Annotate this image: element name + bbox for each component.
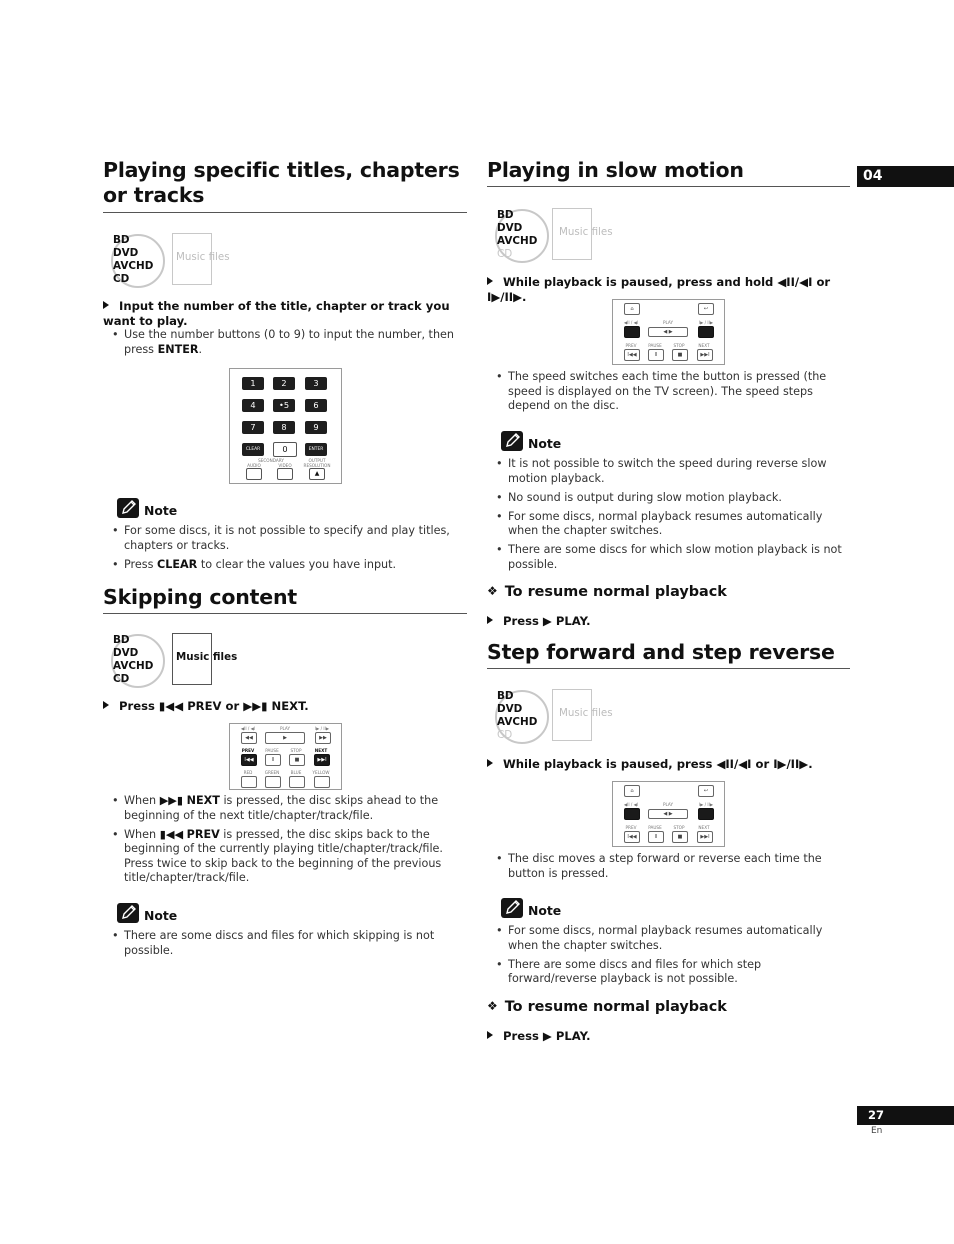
audio-key bbox=[246, 468, 262, 480]
music-files-label: Music files bbox=[176, 251, 230, 263]
play-key: ◀ ▶ bbox=[648, 809, 688, 819]
output-resolution-label: OUTPUT RESOLUTION bbox=[303, 458, 331, 468]
disc-cd-label: CD bbox=[497, 729, 513, 741]
play-key: ◀ ▶ bbox=[648, 327, 688, 337]
next-icon: ▶▶▮ bbox=[243, 699, 268, 713]
step-forward-label: I▶ / II▶ bbox=[698, 320, 714, 325]
video-key bbox=[277, 468, 293, 480]
play-label: PLAY bbox=[662, 802, 674, 807]
chapter-tab bbox=[857, 166, 954, 187]
prev-label: PREV bbox=[625, 343, 637, 348]
play-label: PLAY bbox=[662, 320, 674, 325]
step-forward-label: I▶ / II▶ bbox=[314, 726, 330, 731]
pencil-note-icon bbox=[501, 431, 523, 451]
language-code: En bbox=[871, 1126, 883, 1136]
disc-cd-label: CD bbox=[497, 248, 513, 260]
pencil-note-icon bbox=[117, 498, 139, 518]
next-icon: ▶▶▮ bbox=[159, 794, 184, 807]
disc-dvd-label: DVD bbox=[113, 647, 139, 659]
next-label: NEXT bbox=[314, 748, 328, 753]
step-arrow-icon bbox=[103, 701, 109, 709]
list-item: • Use the number buttons (0 to 9) to input the number, then press ENTER. bbox=[112, 328, 467, 357]
section-rule bbox=[487, 186, 850, 187]
secondary-label: SECONDARY bbox=[258, 458, 284, 463]
note-list bbox=[112, 929, 467, 963]
instruction-step: Press ▶ PLAY. bbox=[487, 614, 850, 629]
diamond-icon: ❖ bbox=[487, 584, 498, 598]
pause-label: PAUSE bbox=[648, 343, 662, 348]
fast-forward-key: ▶▶ bbox=[315, 732, 331, 744]
instruction-step: Press ▶ PLAY. bbox=[487, 1029, 850, 1044]
pause-key: II bbox=[648, 349, 664, 361]
pause-label: PAUSE bbox=[648, 825, 662, 830]
key-4: 4 bbox=[242, 399, 264, 412]
section-title-specific: Playing specific titles, chapters or tracks bbox=[103, 158, 460, 207]
key-0: 0 bbox=[273, 442, 297, 457]
green-label: GREEN bbox=[264, 770, 280, 775]
stop-key: ■ bbox=[289, 754, 305, 766]
remote-transport-illustration bbox=[229, 723, 342, 790]
clear-key: CLEAR bbox=[242, 443, 264, 456]
step-forward-icon: I▶/II▶ bbox=[773, 757, 809, 771]
audio-label: AUDIO bbox=[247, 463, 261, 468]
disc-compatibility-icons bbox=[490, 207, 613, 267]
home-key: ⌂ bbox=[624, 303, 640, 315]
prev-key: I◀◀ bbox=[624, 831, 640, 843]
disc-avchd-label: AVCHD bbox=[497, 235, 538, 247]
instruction-step: While playback is paused, press and hold ◀II/◀I or I▶/II▶. bbox=[487, 275, 831, 304]
key-6: 6 bbox=[305, 399, 327, 412]
note-list bbox=[112, 524, 467, 577]
return-key: ↩ bbox=[698, 785, 714, 797]
step-reverse-icon: ◀II/◀I bbox=[716, 757, 752, 771]
step-reverse-label: ◀II / ◀I bbox=[623, 802, 639, 807]
stop-key: ■ bbox=[672, 831, 688, 843]
step-reverse-icon: ◀II/◀I bbox=[777, 275, 813, 289]
stop-key: ■ bbox=[672, 349, 688, 361]
blue-label: BLUE bbox=[290, 770, 302, 775]
bullet-list bbox=[112, 794, 470, 891]
remote-number-pad-illustration bbox=[229, 368, 342, 484]
note-label: Note bbox=[144, 503, 178, 518]
list-item: • When ▮◀◀ PREV is pressed, the disc skips back to the beginning of the currently playing title/chapter/track/file. Press twice to skip back to the beginning of the previous title/chapter/track/file. bbox=[112, 828, 470, 886]
pencil-note-icon bbox=[117, 903, 139, 923]
subheading-resume: ❖ To resume normal playback bbox=[487, 999, 727, 1015]
step-reverse-key bbox=[624, 808, 640, 820]
note-list bbox=[496, 924, 852, 991]
section-title-slow-motion: Playing in slow motion bbox=[487, 158, 744, 182]
next-key: ▶▶I bbox=[697, 831, 713, 843]
next-label: NEXT bbox=[698, 825, 710, 830]
step-forward-icon: I▶/II▶ bbox=[487, 289, 523, 304]
list-item: • The disc moves a step forward or reverse each time the button is pressed. bbox=[496, 852, 852, 881]
disc-compatibility-icons bbox=[106, 632, 238, 692]
key-1: 1 bbox=[242, 377, 264, 390]
key-2: 2 bbox=[273, 377, 295, 390]
play-icon: ▶ bbox=[542, 1029, 552, 1043]
pencil-note-icon bbox=[501, 898, 523, 918]
note-label: Note bbox=[528, 903, 562, 918]
pause-key: II bbox=[265, 754, 281, 766]
disc-cd-label: CD bbox=[113, 673, 130, 685]
step-arrow-icon bbox=[487, 1031, 493, 1039]
note-label: Note bbox=[144, 908, 178, 923]
disc-avchd-label: AVCHD bbox=[113, 260, 154, 272]
page-number: 27 bbox=[868, 1108, 885, 1122]
step-reverse-key bbox=[624, 326, 640, 338]
step-forward-key bbox=[698, 326, 714, 338]
step-reverse-label: ◀II / ◀I bbox=[240, 726, 256, 731]
home-key: ⌂ bbox=[624, 785, 640, 797]
disc-compatibility-icons bbox=[490, 688, 613, 748]
remote-step-illustration bbox=[612, 781, 725, 847]
stop-label: STOP bbox=[673, 343, 685, 348]
section-title-step: Step forward and step reverse bbox=[487, 640, 835, 664]
play-icon: ▶ bbox=[542, 614, 552, 628]
subheading-resume: ❖ To resume normal playback bbox=[487, 584, 727, 600]
yellow-key bbox=[314, 776, 330, 788]
next-key: ▶▶I bbox=[314, 754, 330, 766]
prev-icon: ▮◀◀ bbox=[159, 827, 184, 841]
disc-cd-label: CD bbox=[113, 273, 130, 285]
prev-label: PREV bbox=[625, 825, 637, 830]
list-item: • For some discs, it is not possible to specify and play titles, chapters or tracks. bbox=[112, 524, 467, 553]
list-item: • There are some discs and files for which step forward/reverse playback is not possible. bbox=[496, 958, 852, 987]
music-files-label: Music files bbox=[559, 226, 613, 238]
bullet-list bbox=[112, 328, 467, 362]
key-8: 8 bbox=[273, 421, 295, 434]
list-item: • For some discs, normal playback resumes automatically when the chapter switches. bbox=[496, 510, 852, 539]
disc-dvd-label: DVD bbox=[497, 222, 523, 234]
disc-dvd-label: DVD bbox=[113, 247, 139, 259]
disc-bd-label: BD bbox=[113, 234, 130, 246]
note-list bbox=[496, 457, 852, 577]
enter-key: ENTER bbox=[305, 443, 327, 456]
prev-key: I◀◀ bbox=[241, 754, 257, 766]
list-item: • The speed switches each time the button is pressed (the speed is displayed on the TV screen). The speed steps depend on the disc. bbox=[496, 370, 852, 414]
step-arrow-icon bbox=[487, 759, 493, 767]
green-key bbox=[265, 776, 281, 788]
disc-bd-label: BD bbox=[497, 209, 514, 221]
disc-avchd-label: AVCHD bbox=[113, 660, 154, 672]
step-forward-key bbox=[698, 808, 714, 820]
key-9: 9 bbox=[305, 421, 327, 434]
remote-slow-motion-illustration bbox=[612, 299, 725, 365]
list-item: • There are some discs for which slow motion playback is not possible. bbox=[496, 543, 852, 572]
section-title-skipping: Skipping content bbox=[103, 585, 297, 609]
video-label: VIDEO bbox=[278, 463, 292, 468]
prev-label: PREV bbox=[241, 748, 255, 753]
step-arrow-icon bbox=[487, 616, 493, 624]
prev-icon: ▮◀◀ bbox=[158, 699, 184, 713]
red-label: RED bbox=[243, 770, 253, 775]
section-rule bbox=[103, 613, 467, 614]
key-5: •5 bbox=[273, 399, 295, 412]
disc-dvd-label: DVD bbox=[497, 703, 523, 715]
note-label: Note bbox=[528, 436, 562, 451]
pause-key: II bbox=[648, 831, 664, 843]
next-key: ▶▶I bbox=[697, 349, 713, 361]
diamond-icon: ❖ bbox=[487, 999, 498, 1013]
disc-bd-label: BD bbox=[113, 634, 130, 646]
instruction-step: Press ▮◀◀ PREV or ▶▶▮ NEXT. bbox=[103, 699, 467, 714]
music-files-label: Music files bbox=[559, 707, 613, 719]
play-key: ▶ bbox=[265, 732, 305, 744]
list-item: • When ▶▶▮ NEXT is pressed, the disc skips ahead to the beginning of the next title/chapter/track/file. bbox=[112, 794, 470, 823]
disc-compatibility-icons bbox=[106, 232, 230, 292]
bullet-list bbox=[496, 370, 852, 418]
play-label: PLAY bbox=[279, 726, 291, 731]
stop-label: STOP bbox=[673, 825, 685, 830]
next-label: NEXT bbox=[698, 343, 710, 348]
blue-key bbox=[289, 776, 305, 788]
section-rule bbox=[487, 668, 850, 669]
list-item: • It is not possible to switch the speed during reverse slow motion playback. bbox=[496, 457, 852, 486]
disc-avchd-label: AVCHD bbox=[497, 716, 538, 728]
pause-label: PAUSE bbox=[265, 748, 279, 753]
key-7: 7 bbox=[242, 421, 264, 434]
instruction-step: While playback is paused, press ◀II/◀I or I▶/II▶. bbox=[487, 757, 850, 772]
list-item: • For some discs, normal playback resumes automatically when the chapter switches. bbox=[496, 924, 852, 953]
page-number-tab bbox=[857, 1106, 954, 1125]
chapter-number: 04 bbox=[863, 168, 883, 184]
list-item: • No sound is output during slow motion playback. bbox=[496, 491, 852, 506]
instruction-step: Input the number of the title, chapter or track you want to play. bbox=[103, 299, 450, 328]
red-key bbox=[241, 776, 257, 788]
step-forward-label: I▶ / II▶ bbox=[698, 802, 714, 807]
step-arrow-icon bbox=[487, 277, 493, 285]
prev-key: I◀◀ bbox=[624, 349, 640, 361]
disc-bd-label: BD bbox=[497, 690, 514, 702]
yellow-label: YELLOW bbox=[312, 770, 330, 775]
list-item: • Press CLEAR to clear the values you have input. bbox=[112, 558, 467, 573]
music-files-label: Music files bbox=[176, 651, 238, 663]
section-rule bbox=[103, 212, 467, 213]
rewind-key: ◀◀ bbox=[241, 732, 257, 744]
key-3: 3 bbox=[305, 377, 327, 390]
step-reverse-label: ◀II / ◀I bbox=[623, 320, 639, 325]
stop-label: STOP bbox=[290, 748, 302, 753]
list-item: • There are some discs and files for which skipping is not possible. bbox=[112, 929, 467, 958]
up-arrow-key: ▲ bbox=[309, 468, 325, 480]
return-key: ↩ bbox=[698, 303, 714, 315]
bullet-list bbox=[496, 852, 852, 886]
step-arrow-icon bbox=[103, 301, 109, 309]
